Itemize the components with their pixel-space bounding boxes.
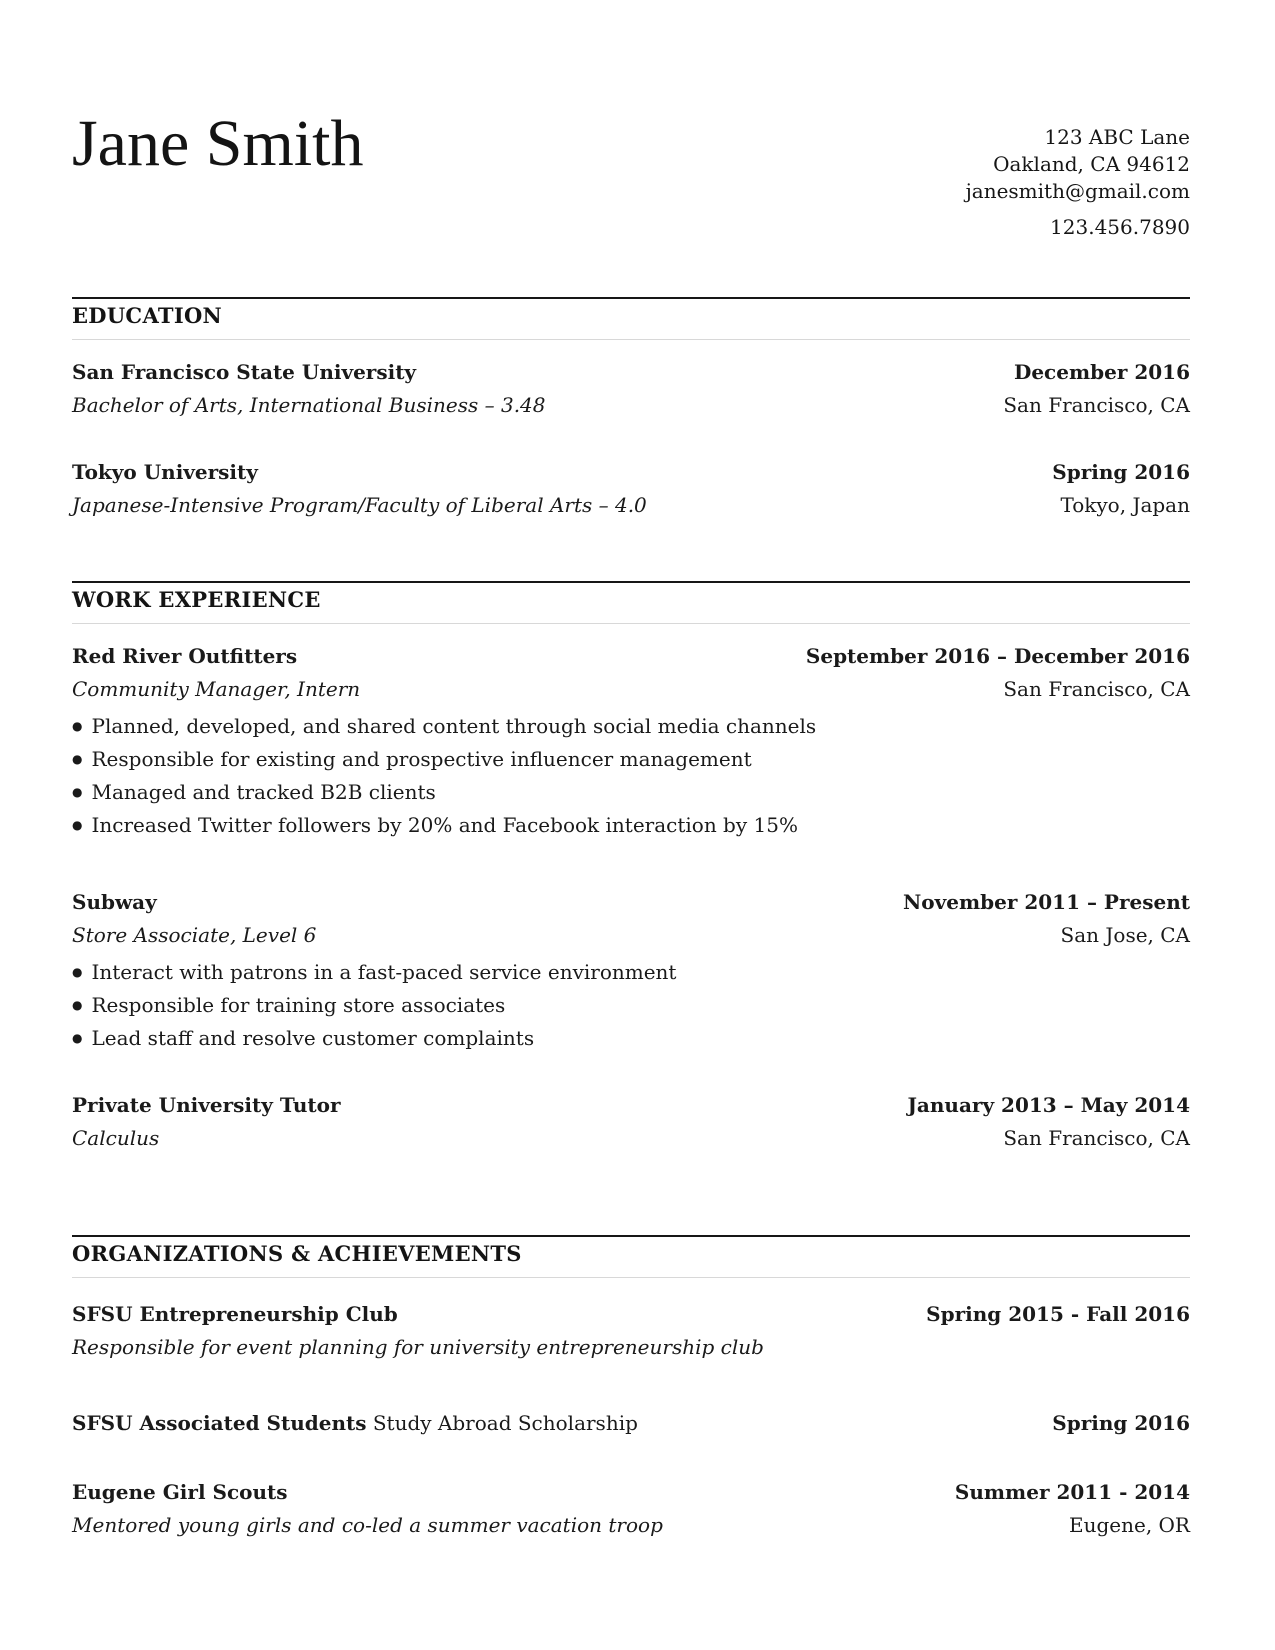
entry-date: Spring 2016 <box>1052 1411 1190 1435</box>
entry-subtitle-row <box>72 673 1190 706</box>
organization-entry <box>72 1476 1190 1542</box>
organization-description: Mentored young girls and co-led a summer vacation troop <box>72 1513 663 1537</box>
bullet-icon: ● <box>72 719 83 733</box>
bullet-text: Planned, developed, and shared content through social media channels <box>91 714 817 738</box>
entry-location: Eugene, OR <box>1068 1513 1190 1537</box>
entry-date: Spring 2016 <box>1052 460 1190 484</box>
work-entry <box>72 886 1190 1055</box>
bullet-text: Responsible for training store associates <box>91 993 506 1017</box>
bullet-item <box>72 809 1190 842</box>
entry-location: San Francisco, CA <box>1003 677 1190 701</box>
bullet-icon: ● <box>72 752 83 766</box>
degree: Japanese-Intensive Program/Faculty of Liberal Arts – 4.0 <box>72 493 647 517</box>
bullet-item <box>72 710 1190 743</box>
education-entry <box>72 356 1190 422</box>
entry-title-row <box>72 1298 1190 1331</box>
organization-name: SFSU Entrepreneurship Club <box>72 1302 398 1326</box>
school-name: San Francisco State University <box>72 360 417 384</box>
section-heading-education: EDUCATION <box>72 297 1190 340</box>
bullet-icon: ● <box>72 785 83 799</box>
job-title: Community Manager, Intern <box>72 677 361 701</box>
bullet-text: Managed and tracked B2B clients <box>91 780 436 804</box>
contact-address-line1: 123 ABC Lane <box>1044 125 1190 149</box>
entry-subtitle-row <box>72 489 1190 522</box>
organization-description: Responsible for event planning for university entrepreneurship club <box>72 1335 764 1359</box>
bullet-icon: ● <box>72 965 83 979</box>
job-title: Calculus <box>72 1126 160 1150</box>
entry-location: San Francisco, CA <box>1003 393 1190 417</box>
organization-entry <box>72 1298 1190 1364</box>
organization-name: Eugene Girl Scouts <box>72 1480 288 1504</box>
entry-title-row <box>72 1407 1190 1440</box>
entry-title-row <box>72 1476 1190 1509</box>
section-organizations <box>72 1235 1190 1542</box>
section-heading-organizations: ORGANIZATIONS & ACHIEVEMENTS <box>72 1235 1190 1278</box>
entry-date: September 2016 – December 2016 <box>805 644 1190 668</box>
entry-location: San Jose, CA <box>1060 923 1190 947</box>
organization-name: SFSU Associated Students <box>72 1411 367 1435</box>
bullet-item <box>72 956 1190 989</box>
company-name: Private University Tutor <box>72 1093 341 1117</box>
entry-date: December 2016 <box>1013 360 1190 384</box>
entry-date: Spring 2015 - Fall 2016 <box>926 1302 1190 1326</box>
company-name: Subway <box>72 890 157 914</box>
entry-title-row <box>72 1089 1190 1122</box>
organization-award: Study Abroad Scholarship <box>366 1411 638 1435</box>
bullet-list <box>72 956 1190 1055</box>
entry-title-row <box>72 356 1190 389</box>
bullet-list <box>72 710 1190 842</box>
bullet-item <box>72 1022 1190 1055</box>
organization-entry <box>72 1407 1190 1440</box>
entry-title-row <box>72 886 1190 919</box>
bullet-text: Increased Twitter followers by 20% and Facebook interaction by 15% <box>91 813 798 837</box>
person-name: Jane Smith <box>72 107 364 180</box>
contact-block <box>966 124 1190 241</box>
contact-email: janesmith@gmail.com <box>965 179 1190 203</box>
contact-address-line2: Oakland, CA 94612 <box>993 152 1190 176</box>
entry-subtitle-row <box>72 389 1190 422</box>
section-education <box>72 297 1190 522</box>
bullet-icon: ● <box>72 1031 83 1045</box>
bullet-item <box>72 776 1190 809</box>
bullet-item <box>72 743 1190 776</box>
organization-title-group <box>72 1407 658 1440</box>
section-work-experience <box>72 581 1190 1155</box>
entry-subtitle-row <box>72 1331 1190 1364</box>
company-name: Red River Outfitters <box>72 644 298 668</box>
work-entry <box>72 640 1190 842</box>
job-title: Store Associate, Level 6 <box>72 923 317 947</box>
section-heading-work: WORK EXPERIENCE <box>72 581 1190 624</box>
entry-title-row <box>72 640 1190 673</box>
degree: Bachelor of Arts, International Business – 3.48 <box>72 393 546 417</box>
entry-date: Summer 2011 - 2014 <box>954 1480 1190 1504</box>
bullet-text: Interact with patrons in a fast-paced service environment <box>91 960 677 984</box>
bullet-icon: ● <box>72 818 83 832</box>
entry-location: San Francisco, CA <box>1003 1126 1190 1150</box>
resume-header <box>72 100 1190 241</box>
bullet-item <box>72 989 1190 1022</box>
bullet-text: Lead staff and resolve customer complaints <box>91 1026 535 1050</box>
work-entry <box>72 1089 1190 1155</box>
entry-date: November 2011 – Present <box>903 890 1190 914</box>
bullet-text: Responsible for existing and prospective influencer management <box>91 747 752 771</box>
entry-date: January 2013 – May 2014 <box>907 1093 1190 1117</box>
bullet-icon: ● <box>72 998 83 1012</box>
entry-location: Tokyo, Japan <box>1060 493 1190 517</box>
entry-subtitle-row <box>72 919 1190 952</box>
school-name: Tokyo University <box>72 460 258 484</box>
entry-subtitle-row <box>72 1122 1190 1155</box>
entry-title-row <box>72 456 1190 489</box>
contact-phone: 123.456.7890 <box>1050 215 1190 239</box>
entry-subtitle-row <box>72 1509 1190 1542</box>
education-entry <box>72 456 1190 522</box>
